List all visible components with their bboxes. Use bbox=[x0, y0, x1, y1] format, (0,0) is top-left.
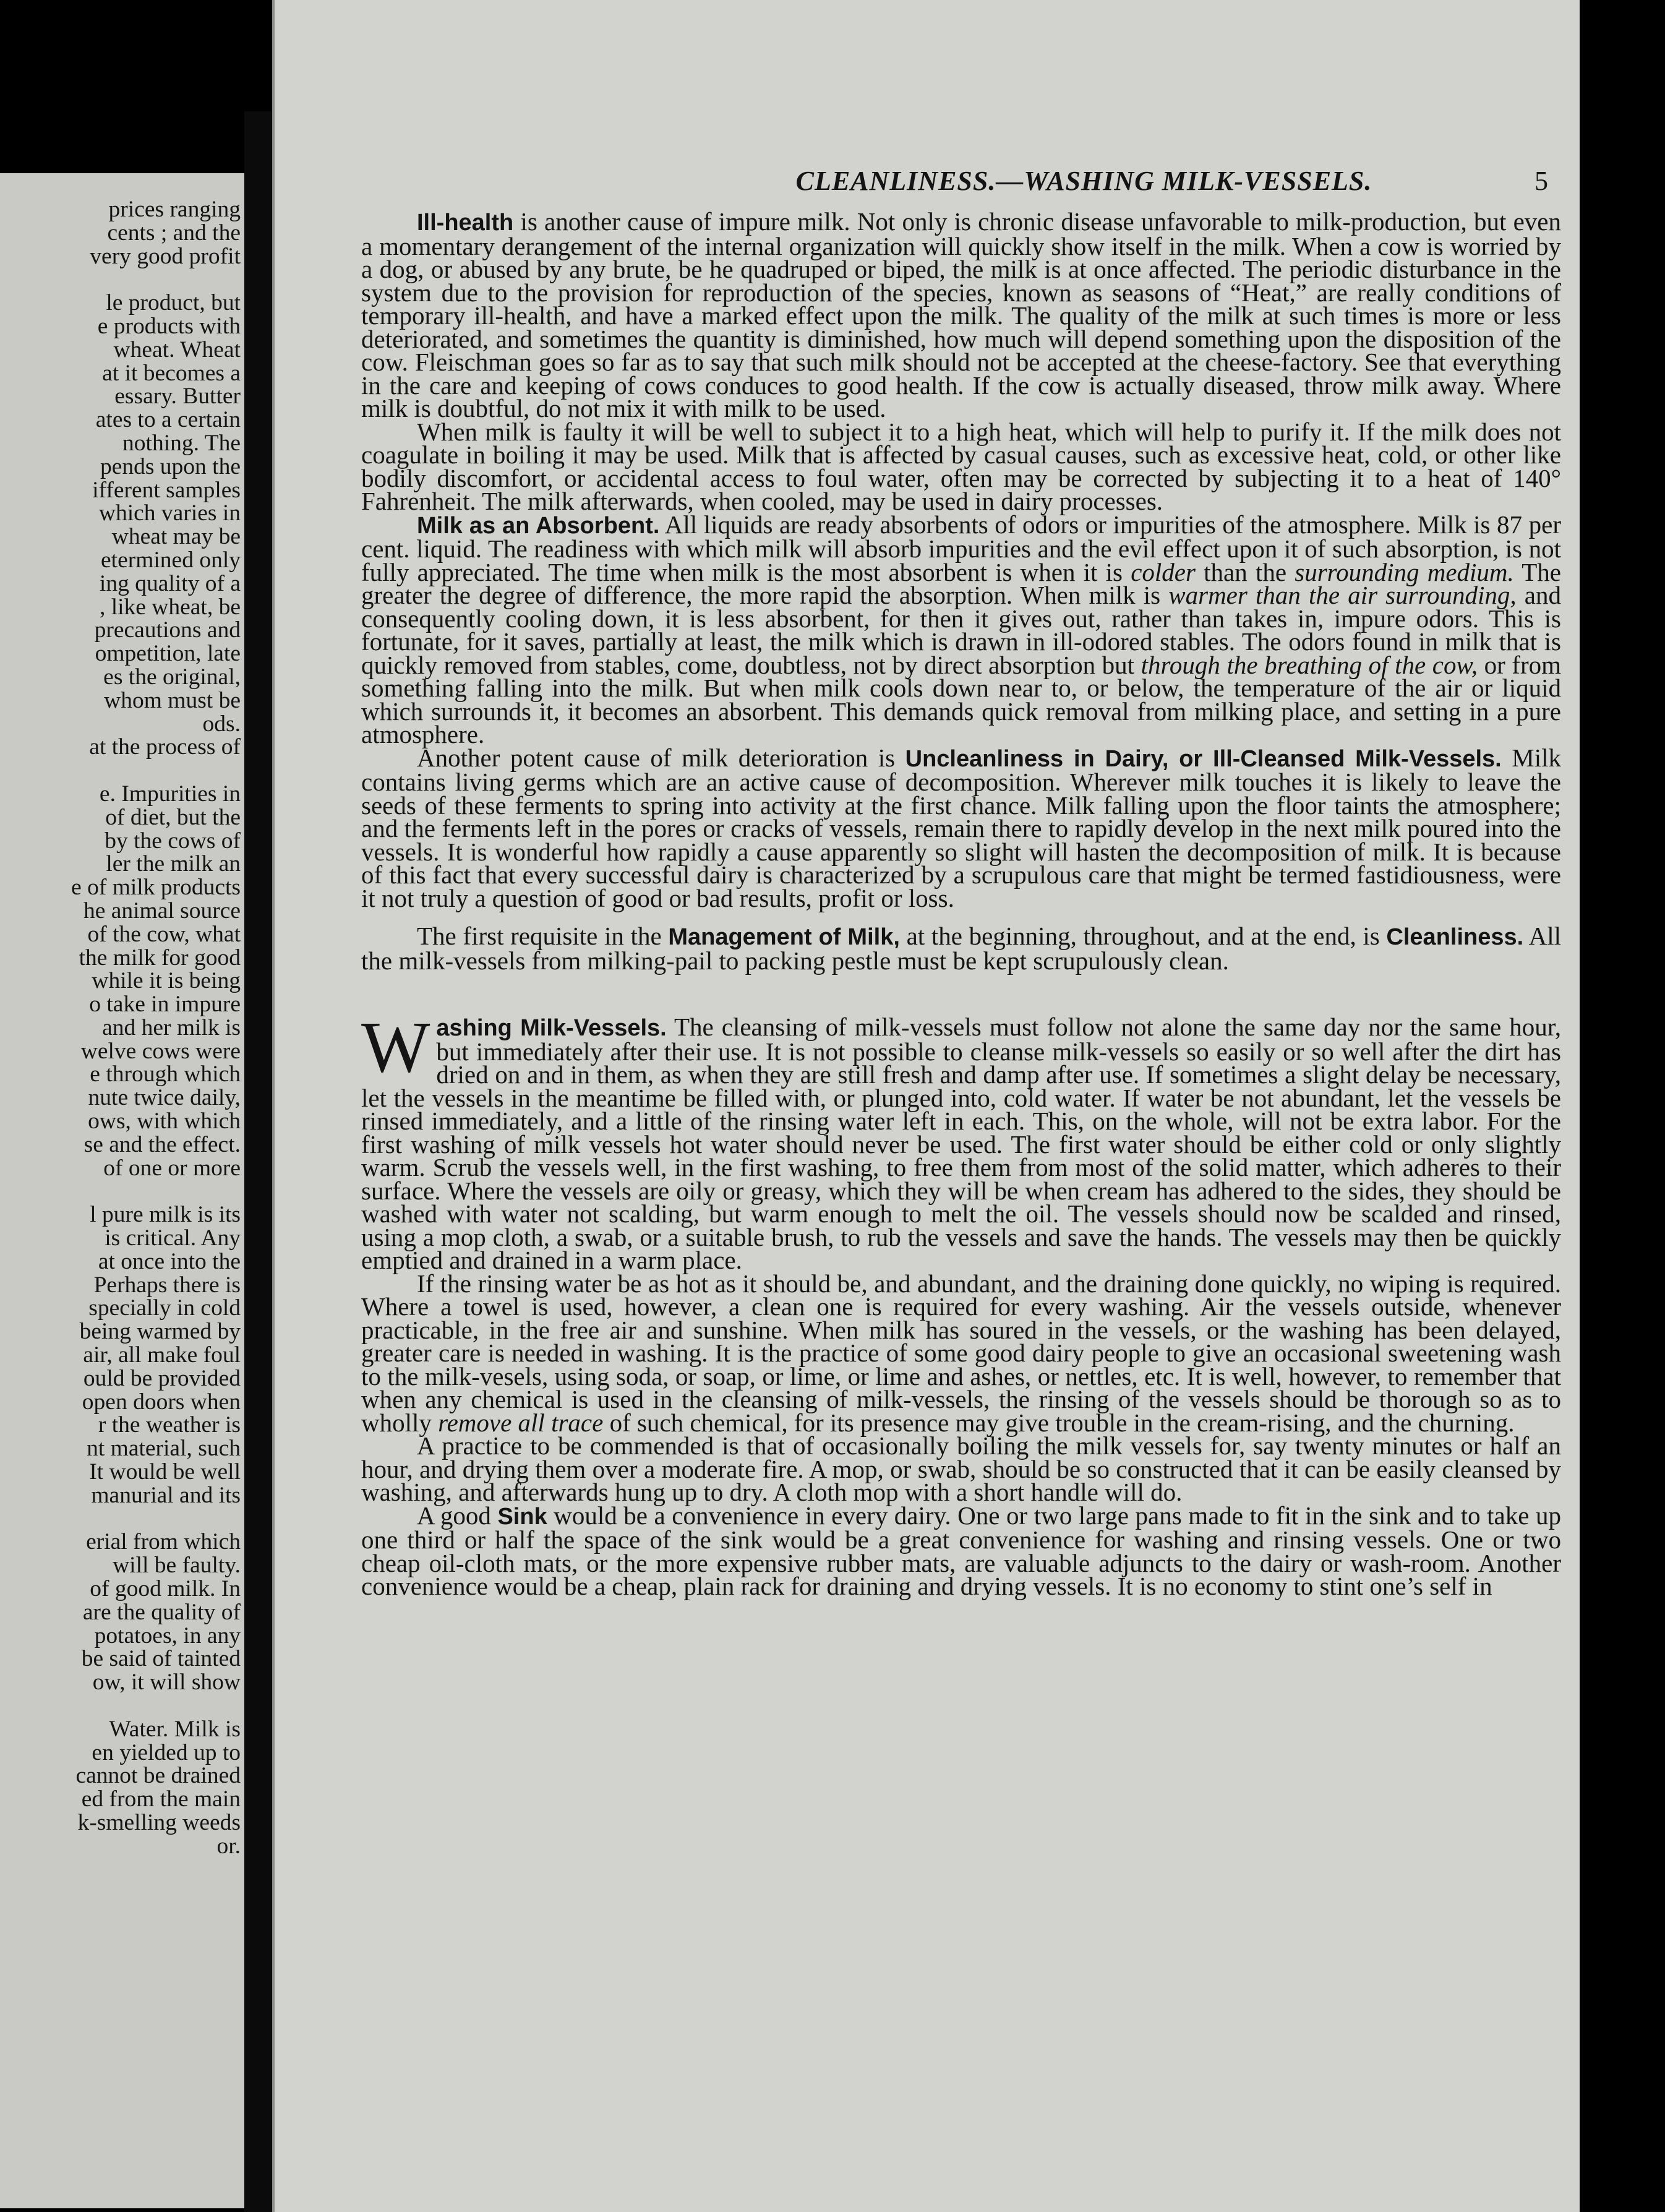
emphasis: warmer than the air surrounding, bbox=[1168, 581, 1517, 609]
left-page-line: etermined only bbox=[101, 547, 241, 573]
left-page-line bbox=[0, 1694, 241, 1718]
left-page-line: ods. bbox=[202, 711, 241, 737]
paragraph-text: The greater the degree of difference, the more rapid the absorption. When milk is bbox=[361, 557, 1561, 609]
left-page-line: le product, but bbox=[106, 290, 241, 316]
page-number: 5 bbox=[1534, 165, 1549, 196]
left-page-line bbox=[0, 1180, 241, 1203]
paragraph-boiling: A practice to be commended is that of occasionally boiling the milk vessels for, say twenty minutes or half an hour, and drying them over a moderate fire. A mop, or swab, should be so constructed that it can be easily cleansed by washing, and afterwards hung up to dry. A cloth mop with a short handle will do. bbox=[361, 1431, 1561, 1506]
left-page-line: are the quality of bbox=[82, 1599, 241, 1625]
left-page-line: precautions and bbox=[94, 617, 241, 643]
drop-cap: W bbox=[361, 1006, 430, 1087]
left-page-line: ler the milk an bbox=[106, 851, 241, 877]
paragraph-text: All liquids are ready absorbents of odors or impurities of the atmosphere. Milk is 87 per cent. liquid. The readiness with which milk will absorb impurities and the evil effect upon it of such absorption, is not fully appreciated. The time when milk is the most absorbent is when it is bbox=[361, 510, 1561, 586]
left-page-line: ould be provided bbox=[83, 1365, 241, 1391]
paragraph-text: of such chemical, for its presence may give trouble in the cream-rising, and the churning. bbox=[603, 1408, 1515, 1437]
left-page-line: wheat may be bbox=[111, 524, 241, 550]
emphasis: through the breathing of the cow, bbox=[1141, 650, 1478, 679]
term-cleanliness: Cleanliness. bbox=[1386, 924, 1524, 950]
term-uncleanliness: Uncleanliness in Dairy, or Ill-Cleansed Milk-Vessels. bbox=[905, 745, 1502, 772]
left-page-line: e products with bbox=[97, 313, 241, 339]
left-page-line: en yielded up to bbox=[92, 1739, 241, 1765]
left-page-line: manurial and its bbox=[91, 1482, 241, 1508]
term-management: Management of Milk, bbox=[668, 924, 900, 950]
body-text bbox=[361, 207, 1562, 1600]
left-page-line: welve cows were bbox=[80, 1038, 241, 1064]
left-page-line: erial from which bbox=[86, 1529, 241, 1555]
left-page-line: be said of tainted bbox=[81, 1646, 241, 1672]
left-page-line: ed from the main bbox=[81, 1786, 241, 1812]
left-page-line: and her milk is bbox=[102, 1014, 241, 1040]
left-page-line: ifferent samples bbox=[92, 477, 241, 503]
left-page-line: of the cow, what bbox=[87, 921, 241, 947]
left-page-line: potatoes, in any bbox=[94, 1623, 241, 1648]
left-page-line: or. bbox=[216, 1833, 241, 1859]
paragraph-uncleanliness bbox=[361, 743, 1561, 912]
left-page-line: cannot be drained bbox=[75, 1763, 241, 1789]
emphasis: surrounding medium. bbox=[1295, 557, 1514, 586]
paragraph-text: at the beginning, throughout, and at the end, is bbox=[899, 922, 1387, 950]
left-page-line: very good profit bbox=[90, 243, 241, 269]
left-page-line: prices ranging bbox=[108, 197, 241, 222]
book-gutter bbox=[244, 111, 272, 2212]
left-page-line: ates to a certain bbox=[95, 407, 241, 433]
left-page-line: he animal source bbox=[83, 898, 241, 924]
left-page-line: e. Impurities in bbox=[99, 781, 241, 807]
paragraph-rinsing bbox=[361, 1269, 1561, 1437]
left-page-line: k-smelling weeds bbox=[77, 1809, 241, 1835]
paragraph-text: and consequently cooling down, it is less absorbent, for then it gives out, rather than takes in, impure odors. This is fortunate, for it saves, partially at least, the milk which is drawn in ill-odored stables. The odors found in milk that is quickly removed from stables, come, doubtless, not by direct absorption but bbox=[361, 581, 1561, 679]
emphasis: colder bbox=[1131, 557, 1196, 586]
left-page-line: of one or more bbox=[103, 1155, 241, 1181]
left-page-line: of diet, but the bbox=[105, 804, 241, 830]
left-page-line: r the weather is bbox=[98, 1412, 241, 1438]
left-page-line: at the process of bbox=[89, 734, 241, 760]
left-page-line bbox=[0, 1507, 241, 1531]
left-page bbox=[0, 173, 244, 2208]
left-page-line: ow, it will show bbox=[92, 1670, 241, 1695]
left-page-line: l pure milk is its bbox=[90, 1202, 241, 1228]
paragraph-text: A good bbox=[417, 1501, 498, 1530]
left-page-line: nothing. The bbox=[122, 430, 241, 456]
left-page-line: e through which bbox=[90, 1061, 241, 1087]
left-page-line: the milk for good bbox=[79, 945, 241, 971]
emphasis: remove all trace bbox=[438, 1408, 604, 1437]
term-milk-absorbent: Milk as an Absorbent. bbox=[417, 512, 660, 539]
left-page-line: ompetition, late bbox=[95, 641, 241, 667]
right-page bbox=[272, 0, 1580, 2212]
paragraph-text: is another cause of impure milk. Not only is chronic disease unfavorable to milk-production, but even a momentary derangement of the internal organization will quickly show itself in the milk. When a cow is worried by a dog, or abused by any brute, be he quadruped or biped, the milk is at once affected. The periodic disturbance in the system due to the provision for reproduction of the species, known as seasons of “Heat,” are really conditions of temporary ill-health, and have a marked effect upon the milk. The quality of the milk at such times is more or less deteriorated, and sometimes the quantity is diminished, how much will depend something upon the disposition of the cow. Fleischman goes so far as to say that such milk should not be accepted at the cheese-factory. See that everything in the care and keeping of cows conduces to good health. If the cow is actually diseased, throw milk away. Where milk is doubtful, do not mix it with milk to be used. bbox=[361, 207, 1561, 422]
paragraph-text: would be a convenience in every dairy. One or two large pans made to fit in the sink and to take up one third or half the space of the sink would be a great convenience for washing and rinsing vessels. One or two cheap oil-cloth mats, or the more expensive rubber mats, are valuable adjuncts to the dairy or wash-room. Another convenience would be a cheap, plain rack for draining and drying vessels. It is no economy to stint one’s self in bbox=[361, 1501, 1561, 1600]
left-page-text bbox=[0, 198, 241, 1858]
left-page-line: wheat. Wheat bbox=[113, 337, 241, 362]
left-page-line: e of milk products bbox=[71, 875, 241, 901]
left-page-line: being warmed by bbox=[79, 1319, 241, 1345]
paragraph-text: The cleansing of milk-vessels must follow not alone the same day nor the same hour, but immediately after their use. It is not possible to cleanse milk-vessels so easily or so well after the dirt has dried on and in them, as when they are still fresh and damp after use. If sometimes a slight delay be necessary, let the vessels in the meantime be filled with, or plunged into, cold water. If water be not abundant, let the vessels be rinsed immediately, and a little of the rinsing water left in each. This, on the whole, will not be extra labor. For the first washing of milk vessels hot water should never be used. The first water should be either cold or only slightly warm. Scrub the vessels well, in the first washing, to free them from most of the solid matter, which adheres to their surface. Where the vessels are oily or greasy, which they will be when cream has adhered to the sides, they should be washed with water not scalding, but warm enough to melt the oil. The vessels should now be scalded and rinsed, using a mop cloth, a swab, or a suitable brush, to rub the vessels and save the hands. The vessels may then be quickly emptied and drained in a warm place. bbox=[361, 1013, 1562, 1274]
paragraph-text: The first requisite in the bbox=[417, 922, 669, 950]
header-title: CLEANLINESS.—WASHING MILK-VESSELS. bbox=[795, 165, 1372, 196]
left-page-line: nt material, such bbox=[87, 1436, 241, 1462]
paragraph-text: Another potent cause of milk deterioration is bbox=[417, 743, 905, 772]
paragraph-text: Milk contains living germs which are an active cause of decomposition. Wherever milk touches it is likely to leave the seeds of these ferments to spring into activity at the first chance. Milk falling upon the floor taints the atmosphere; and the ferments left in the pores or cracks of vessels, remain there to rapidly develop in the next milk poured into the vessels. It is wonderful how rapidly a cause apparently so slight will hasten the decomposition of milk. It is because of this fact that every successful dairy is characterized by a scrupulous care that might be termed fastidiousness, were it not truly a question of good or bad results, profit or loss. bbox=[361, 743, 1561, 912]
left-page-line: se and the effect. bbox=[83, 1131, 241, 1157]
left-page-line: whom must be bbox=[104, 687, 241, 713]
left-page-line: will be faulty. bbox=[113, 1553, 241, 1579]
left-page-line bbox=[0, 268, 241, 291]
paragraph-sink bbox=[361, 1501, 1561, 1600]
left-page-line: nute twice daily, bbox=[88, 1085, 241, 1111]
paragraph-text: or from something falling into the milk. But when milk cools down near to, or below, the temperature of the air or liquid which surrounds it, it becomes an absorbent. This demands quick removal from milking place, and setting in a pure atmosphere. bbox=[361, 650, 1561, 748]
left-page-line: which varies in bbox=[98, 500, 241, 526]
term-ill-health: Ill-health bbox=[417, 210, 514, 236]
term-sink: Sink bbox=[497, 1503, 547, 1530]
left-page-line: es the original, bbox=[103, 664, 241, 690]
paragraph-absorbent bbox=[361, 510, 1561, 748]
paragraph-faulty-milk: When milk is faulty it will be well to subject it to a high heat, which will help to purify it. If the milk does not coagulate in boiling it may be used. Milk that is affected by casual causes, such as excessive heat, cold, or other like bodily discomfort, or accidental access to foul water, often may be corrected by subjecting it to a heat of 140° Fahrenheit. The milk afterwards, when cooled, may be used in dairy processes. bbox=[361, 417, 1561, 515]
running-header bbox=[609, 162, 1549, 199]
left-page-line: ows, with which bbox=[88, 1108, 241, 1134]
left-page-line: It would be well bbox=[89, 1459, 241, 1485]
left-page-line: , like wheat, be bbox=[99, 594, 241, 620]
left-page-line: at once into the bbox=[98, 1248, 241, 1274]
left-page-line: of good milk. In bbox=[90, 1576, 241, 1602]
left-page-line: ing quality of a bbox=[99, 570, 241, 596]
left-page-line: while it is being bbox=[92, 968, 241, 994]
left-page-line: cents ; and the bbox=[107, 220, 241, 246]
paragraph-text: If the rinsing water be as hot as it should be, and abundant, and the draining done quickly, no wiping is required. Where a towel is used, however, a clean one is required for every washing. Air the vessels outside, whenever practicable, in the free air and sunshine. When milk has soured in the vessels, or the washing has been delayed, greater care is needed in washing. It is the practice of some good dairy people to give an occasional sweetening wash to the milk-vesels, using soda, or soap, or lime, or lime and ashes, or nettles, etc. It is well, however, to remember that when any chemical is used in the cleansing of milk-vessels, the rinsing of the vessels should be thorough so as to wholly bbox=[361, 1269, 1561, 1437]
left-page-line: at it becomes a bbox=[102, 360, 241, 386]
left-page-line: Perhaps there is bbox=[93, 1272, 241, 1298]
left-page-line: air, all make foul bbox=[83, 1342, 241, 1368]
left-page-line: specially in cold bbox=[88, 1295, 241, 1321]
paragraph-text: than the bbox=[1195, 557, 1295, 586]
left-page-line: pends upon the bbox=[100, 453, 241, 479]
left-page-line: is critical. Any bbox=[105, 1225, 241, 1251]
paragraph-washing bbox=[361, 1006, 1562, 1274]
term-washing: ashing Milk-Vessels. bbox=[436, 1015, 667, 1041]
paragraph-management bbox=[361, 922, 1561, 975]
left-page-line: Water. Milk is bbox=[109, 1716, 241, 1742]
paragraph-text: All the milk-vessels from milking-pail to packing pestle must be kept scrupulously clean. bbox=[361, 922, 1561, 975]
left-page-line: o take in impure bbox=[89, 992, 241, 1018]
left-page-line: by the cows of bbox=[105, 828, 241, 854]
left-page-line bbox=[0, 759, 241, 782]
left-page-line: essary. Butter bbox=[114, 384, 241, 409]
left-page-line: open doors when bbox=[82, 1389, 241, 1415]
paragraph-ill-health bbox=[361, 207, 1561, 422]
